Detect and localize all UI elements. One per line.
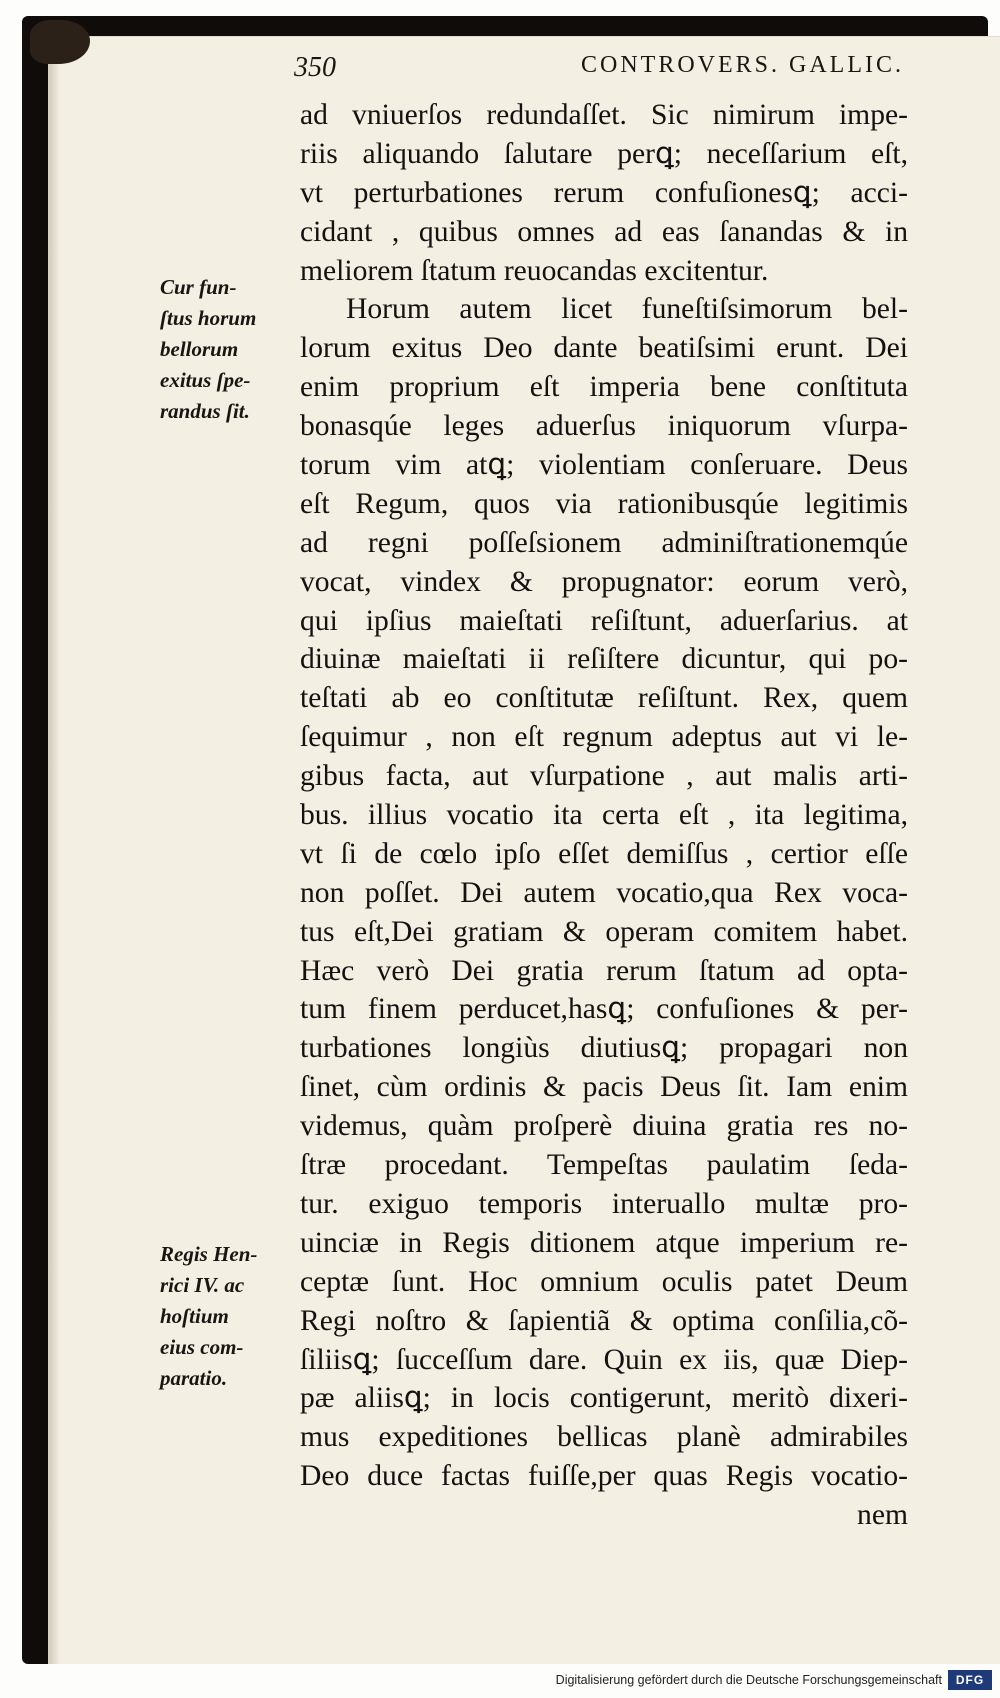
body-line: meliorem ſtatum reuocandas excitentur. (300, 254, 769, 287)
body-line: diuinæ maieſtati ii reſiſtere dicuntur, qui po- (300, 643, 908, 676)
body-line: tur. exiguo temporis interuallo multæ pro- (300, 1187, 908, 1220)
margin-note-line: Regis Hen- (160, 1242, 258, 1266)
body-line: enim proprium eſt imperia bene conſtituta (300, 371, 908, 404)
body-line: teſtati ab eo conſtitutæ reſiſtunt. Rex, quem (300, 682, 908, 715)
body-line: tus eſt,Dei gratiam & operam comitem habet. (300, 915, 908, 948)
body-line: vt ſi de cœlo ipſo eſſet demiſſus , certior eſſe (300, 837, 908, 870)
margin-note-line: Cur fun- (160, 275, 237, 299)
body-line: ſtræ procedant. Tempeſtas paulatim ſeda- (300, 1149, 908, 1182)
margin-note-line: hoſtium (160, 1304, 229, 1328)
body-line: riis aliquando ſalutare perꝗ; neceſſarium eſt, (300, 137, 908, 170)
margin-note-2 (160, 1239, 310, 1394)
body-line: videmus, quàm proſperè diuina gratia res no- (300, 1110, 908, 1143)
body-line: uinciæ in Regis ditionem atque imperium re- (300, 1226, 908, 1259)
body-line: qui ipſius maieſtati reſiſtunt, aduerſarius. at (300, 604, 908, 637)
body-line: torum vim atꝗ; violentiam conſeruare. Deus (300, 449, 908, 482)
body-line: ſequimur , non eſt regnum adeptus aut vi le- (300, 721, 908, 754)
margin-note-line: randus ſit. (160, 399, 250, 423)
margin-note-line: bellorum (160, 337, 239, 361)
dfg-logo: DFG (948, 1670, 992, 1690)
body-line: nem (857, 1499, 908, 1532)
body-line: eſt Regum, quos via rationibusqúe legitimis (300, 487, 908, 520)
body-line: turbationes longiùs diutiusꝗ; propagari non (300, 1032, 908, 1065)
page-edge-shadow (50, 37, 60, 1677)
body-line: Hæc verò Dei gratia rerum ſtatum ad opta- (300, 954, 908, 987)
margin-note-1 (160, 272, 310, 427)
body-line: vt perturbationes rerum confuſionesꝗ; acci- (300, 176, 908, 209)
body-line: lorum exitus Deo dante beatiſsimi erunt. Dei (300, 332, 908, 365)
body-line: ad regni poſſeſsionem adminiſtrationemqúe (300, 526, 908, 559)
digitization-credit: Digitalisierung gefördert durch die Deutsche Forschungsgemeinschaft (555, 1673, 942, 1687)
body-line: cidant , quibus omnes ad eas ſanandas & in (300, 215, 908, 248)
margin-note-line: rici IV. ac (160, 1273, 245, 1297)
body-line: vocat, vindex & propugnator: eorum verò, (300, 565, 908, 598)
body-line: ſiliisꝗ; ſucceſſum dare. Quin ex iis, quæ Diep- (300, 1343, 908, 1376)
margin-note-line: eius com- (160, 1335, 244, 1359)
body-line: bonasqúe leges aduerſus iniquorum vſurpa- (300, 410, 908, 443)
body-line: Regi noſtro & ſapientiã & optima conſilia,cõ- (300, 1304, 908, 1337)
body-text (300, 96, 908, 1535)
body-line: Deo duce factas fuiſſe,per quas Regis vocatio- (300, 1460, 908, 1493)
body-line: non poſſet. Dei autem vocatio,qua Rex voca- (300, 876, 908, 909)
body-line: ad vniuerſos redundaſſet. Sic nimirum impe- (300, 99, 908, 131)
body-line: Horum autem licet funeſtiſsimorum bel- (346, 293, 908, 326)
body-line: bus. illius vocatio ita certa eſt , ita legitima, (300, 799, 908, 832)
body-line: ceptæ ſunt. Hoc omnium oculis patet Deum (300, 1265, 908, 1298)
body-line: gibus facta, aut vſurpatione , aut malis arti- (300, 760, 908, 793)
body-line: ſinet, cùm ordinis & pacis Deus ſit. Iam enim (300, 1071, 908, 1104)
body-line: tum finem perducet,hasꝗ; confuſiones & per- (300, 993, 908, 1026)
body-line: mus expeditiones bellicas planè admirabiles (300, 1421, 908, 1454)
page-number: 350 (294, 52, 336, 83)
margin-note-line: paratio. (160, 1366, 228, 1390)
running-head (294, 52, 904, 84)
body-line: pæ aliisꝗ; in locis contigerunt, meritò dixeri- (300, 1382, 908, 1415)
margin-note-line: ſtus horum (160, 306, 257, 330)
margin-note-line: exitus ſpe- (160, 368, 251, 392)
running-title: CONTROVERS. GALLIC. (580, 52, 904, 78)
